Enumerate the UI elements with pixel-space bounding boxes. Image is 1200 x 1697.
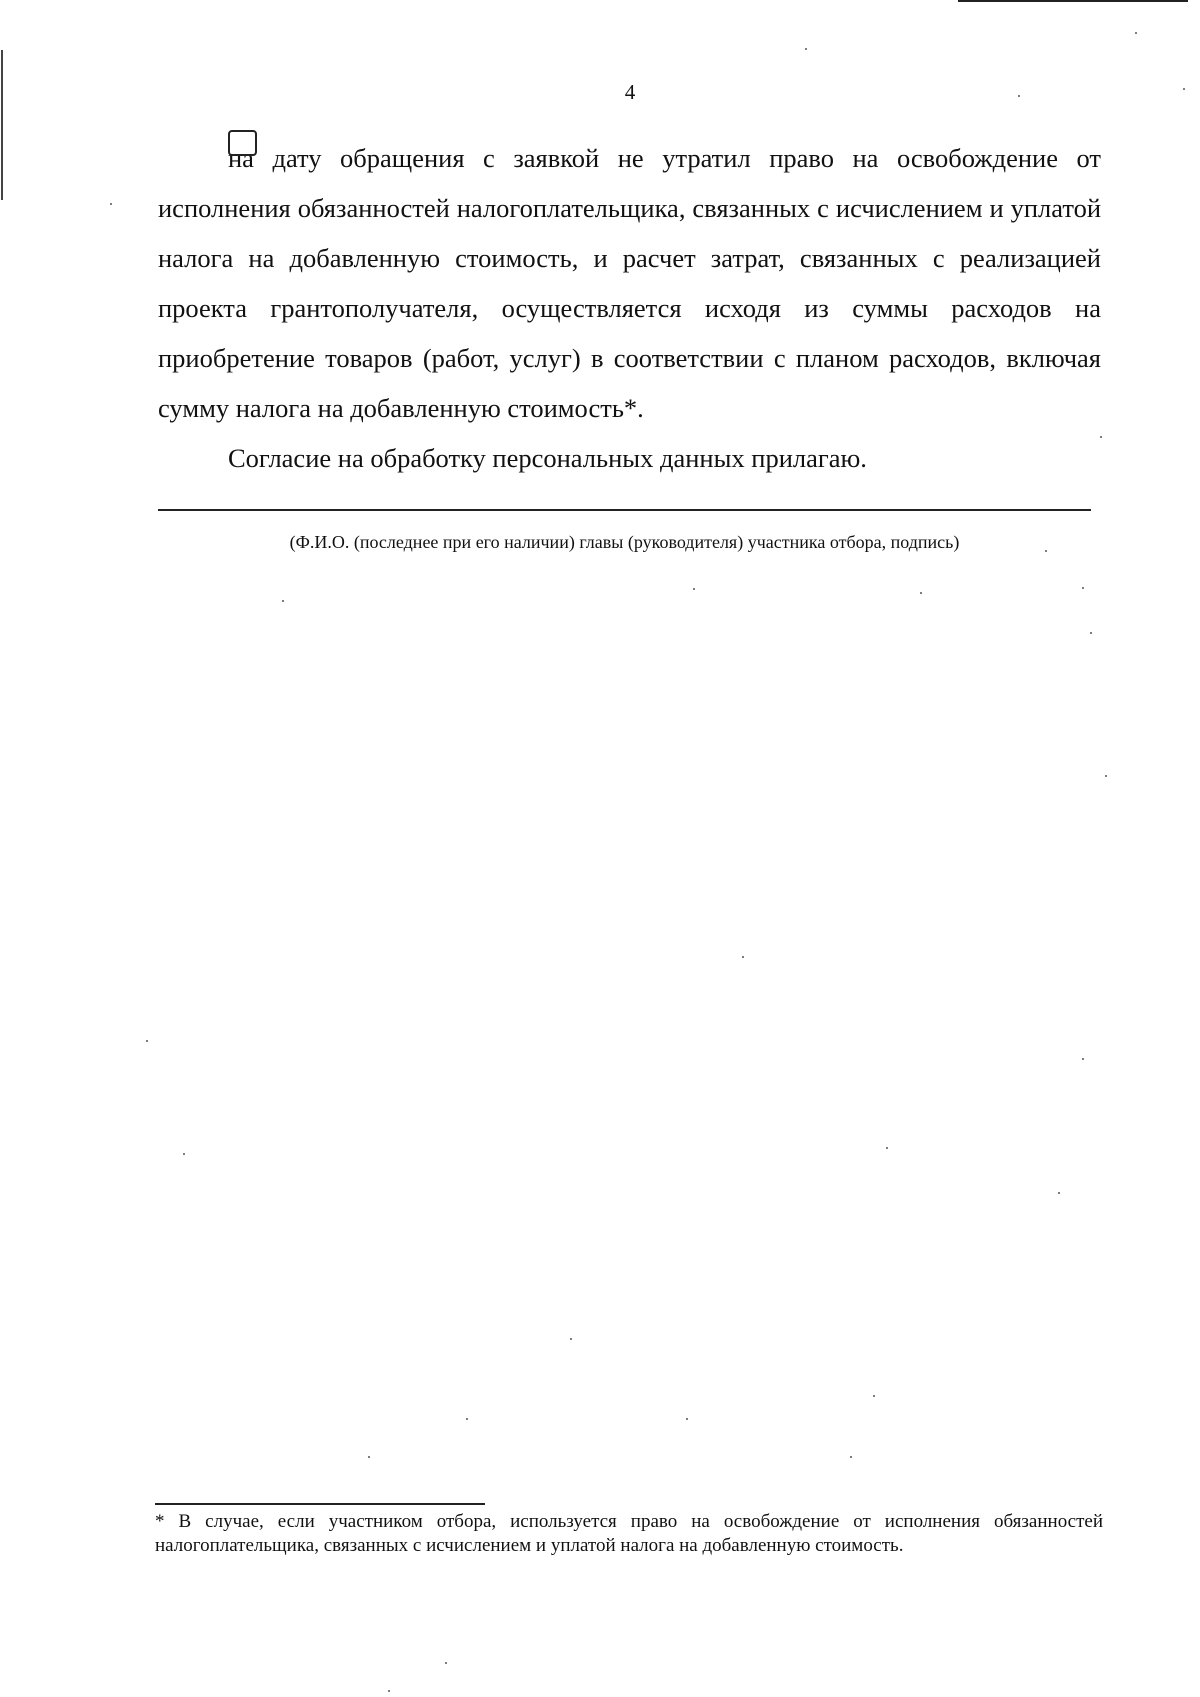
checkbox-icon <box>228 130 257 156</box>
scan-speck <box>368 1456 370 1458</box>
top-edge-rule <box>958 0 1188 2</box>
scan-speck <box>742 956 744 958</box>
scan-speck <box>1100 436 1102 438</box>
scan-speck <box>850 1456 852 1458</box>
scan-speck <box>693 588 695 590</box>
scan-speck <box>920 592 922 594</box>
scan-speck <box>805 48 807 50</box>
scan-speck <box>146 1040 148 1042</box>
signature-caption: (Ф.И.О. (последнее при его наличии) главы (руководителя) участника отбора, подпись) <box>289 532 960 552</box>
paragraph-vat-exemption-text: на дату обращения с заявкой не утратил право на освобождение от исполнения обязанностей налогоплательщика, связанных с исчислением и уплатой налога на добавленную стоимость, и расчет затрат, связанных с реализацией проекта грантополучателя, осуществляется исходя из суммы расходов на приобретение товаров (работ, услуг) в соответствии с планом расходов, включая сумму налога на добавленную стоимость*. <box>158 143 1101 423</box>
scan-speck <box>886 1147 888 1149</box>
paragraph-vat-exemption <box>158 133 1101 433</box>
scan-speck <box>445 1662 447 1664</box>
signature-line <box>158 509 1091 511</box>
scan-speck <box>1183 88 1185 90</box>
scan-speck <box>1058 1192 1060 1194</box>
scan-speck <box>686 1418 688 1420</box>
left-margin-line <box>1 50 3 200</box>
scan-speck <box>1082 1058 1084 1060</box>
scan-speck <box>1082 587 1084 589</box>
scan-speck <box>1135 32 1137 34</box>
scan-speck <box>466 1418 468 1420</box>
scan-speck <box>388 1690 390 1692</box>
scan-speck <box>1045 550 1047 552</box>
scan-speck <box>1105 775 1107 777</box>
scan-speck <box>282 600 284 602</box>
paragraph-consent: Согласие на обработку персональных данных прилагаю. <box>228 443 867 473</box>
page-number: 4 <box>624 80 636 104</box>
footnote-rule <box>155 1503 485 1505</box>
footnote: * В случае, если участником отбора, используется право на освобождение от исполнения обязанностей налогоплательщика, связанных с исчислением и уплатой налога на добавленную стоимость. <box>155 1511 1103 1556</box>
scan-speck <box>183 1153 185 1155</box>
scan-speck <box>1090 632 1092 634</box>
scan-speck <box>570 1338 572 1340</box>
scan-speck <box>873 1395 875 1397</box>
scan-speck <box>110 203 112 205</box>
body-text <box>158 133 1101 483</box>
scan-speck <box>1018 95 1020 97</box>
